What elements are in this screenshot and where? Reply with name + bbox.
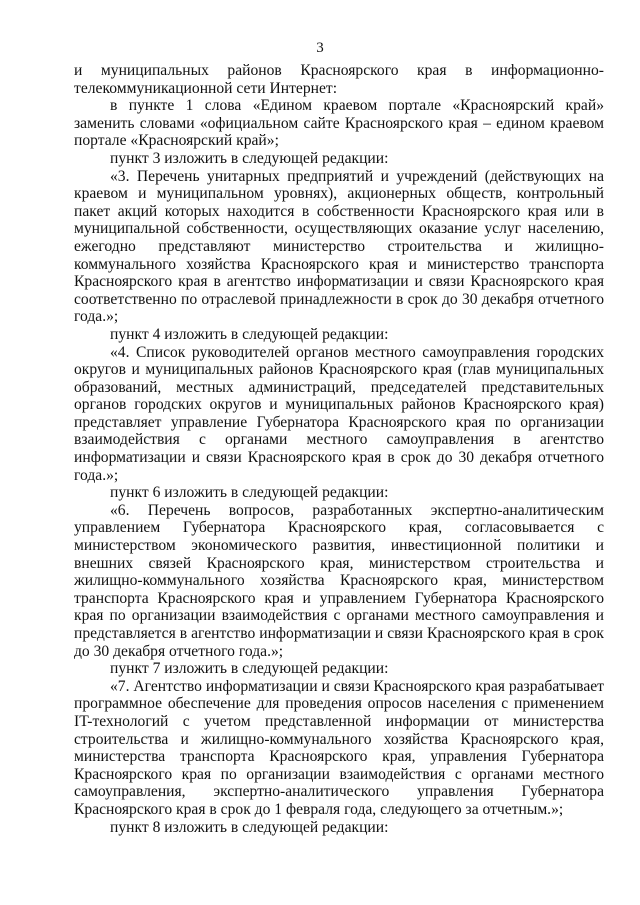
paragraph-item-8-intro: пункт 8 изложить в следующей редакции: (110, 818, 389, 836)
paragraph-item-4-text: «4. Список руководителей органов местного самоуправления городских округов и муниципальных районов Красноярского края (глав муниципальных образований, местных администраций, председателей представительных органов городских округов и муниципальных районов Красноярского края) представляет управление Губернатора Красноярского края по организации взаимодействия с органами местного самоуправления в агентство информатизации и связи Красноярского края в срок до 30 декабря отчетного года.»; (74, 343, 604, 484)
paragraph-item-6-intro: пункт 6 изложить в следующей редакции: (110, 484, 389, 502)
paragraph-item-4-intro: пункт 4 изложить в следующей редакции: (110, 325, 389, 343)
page-number: 3 (316, 40, 324, 56)
paragraph-item-6-text: «6. Перечень вопросов, разработанных экспертно-аналитическим управлением Губернатора Красноярского края, согласовывается с министерством экономического развития, инвестиционной политики и внешних связей Красноярского края, министерством строительства и жилищно-коммунального хозяйства Красноярского края, министерством транспорта Красноярского края и управлением Губернатора Красноярского края по организации взаимодействия с органами местного самоуправления и представляется в агентство информатизации и связи Красноярского края в срок до 30 декабря отчетного года.»; (74, 501, 604, 660)
paragraph-continuation: и муниципальных районов Красноярского края в информационно-телекоммуникационной сети Интернет: (74, 62, 604, 97)
paragraph-item-3-intro: пункт 3 изложить в следующей редакции: (110, 149, 389, 167)
document-body (74, 62, 604, 836)
paragraph-item-7-text: «7. Агентство информатизации и связи Красноярского края разрабатывает программное обеспечение для проведения опросов населения с применением IT-технологий с учетом представленной информации от министерства строительства и жилищно-коммунального хозяйства Красноярского края, министерства транспорта Красноярского края, управления Губернатора Красноярского края по организации взаимодействия с органами местного самоуправления, экспертно-аналитического управления Губернатора Красноярского края в срок до 1 февраля года, следующего за отчетным.»; (74, 677, 604, 818)
paragraph-item-7-intro: пункт 7 изложить в следующей редакции: (110, 660, 389, 678)
paragraph-item-3-text: «3. Перечень унитарных предприятий и учреждений (действующих на краевом и муниципальном уровнях), акционерных обществ, контрольный пакет акций которых находится в собственности Красноярского края или в муниципальной собственности, осуществляющих оказание услуг населению, ежегодно представляют министерство строительства и жилищно-коммунального хозяйства Красноярского края и министерство транспорта Красноярского края в агентство информатизации и связи Красноярского края соответственно по отраслевой принадлежности в срок до 30 декабря отчетного года.»; (74, 167, 604, 326)
paragraph-item-1-change: в пункте 1 слова «Едином краевом портале «Красноярский край» заменить словами «официальном сайте Красноярского края – едином краевом портале «Красноярский край»; (74, 97, 604, 150)
